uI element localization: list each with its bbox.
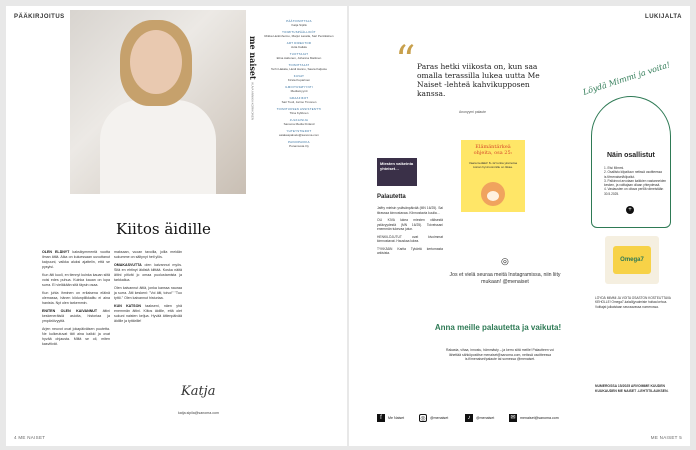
masthead-value: Kirsta Kuparinen — [287, 78, 311, 82]
masthead-value: asiakaspalvelu@sanoma.com — [279, 133, 319, 137]
masthead-value: Sari Tuuli, Jarmo Timonen — [281, 100, 317, 104]
cta-heading: Anna meille palautetta ja vaikuta! — [434, 323, 562, 332]
feedback-item: TYKKÄÄN Karita Tykärtä kertomasta arkisista. — [377, 246, 443, 255]
photo-credit: KUVA ANNIKA KORHONEN — [251, 82, 255, 120]
prize-product — [605, 236, 659, 284]
product-label: Omega7 — [613, 246, 651, 274]
photo-body — [100, 100, 216, 194]
masthead-value: Katja Sipilä — [291, 23, 307, 27]
right-page — [349, 6, 690, 446]
feedback-item: HENKILÖJUTUT ovat kivoimmat kimnostavat. Hauskaa lukea. — [377, 234, 443, 243]
issue-note: NUMEROSSA 15/2025 ARVOIMME KUUDEN KUUKAUDEN ME NAISET -LEHTITILAUKSEN. — [595, 384, 669, 393]
contest-heading: Näin osallistut — [607, 152, 655, 159]
feedback-item: OLI KIVA lukea miesten välisestä ystävyydestä (MN 16/25). Toiveissani enemmän tukevaa jutun. — [377, 218, 443, 231]
masthead-value: Jutta Kaikku — [290, 45, 308, 49]
masthead-value: Punamusta Oy — [289, 144, 309, 148]
contest-step: 4. Vastausten on oltava perillä viimeistään 30.5.2025. — [604, 187, 664, 196]
masthead-label: ART DIRECTOR — [286, 41, 312, 45]
editor-email[interactable]: katja.sipila@sanoma.com — [178, 411, 219, 415]
masthead-label: YHTEYSTIEDOT — [286, 129, 312, 133]
article-column-2 — [114, 250, 182, 327]
tiktok-icon: ♪ — [465, 414, 473, 422]
paragraph: Kun äiti kuoli, en tiennyt kuinka kauan siitä voisi edes puhua. Kuinka kauan on lupa surra. Ei vieläkään sitä täysin osaa. — [42, 273, 110, 287]
masthead-label: TOIMITTAJAT — [288, 63, 310, 67]
social-email[interactable] — [509, 414, 559, 422]
social-tiktok[interactable] — [465, 414, 494, 422]
article-column-1 — [42, 250, 110, 350]
contest-step: 2. Osallistu kilpailuun netissä osoitteessa is.fi/menaiset/kilpailut. — [604, 170, 662, 179]
quote-source: Anonyymi palaute — [459, 110, 486, 114]
paragraph: KUN KATSON taakseni, näen yhä enemmän äitini. Kiitos äidille, että olet sukuni naisten keljua. Hyvää äitienpäivää äidille ja tyttärille! — [114, 304, 182, 323]
sticky-text: Vaara tiedäkö! 8–12 tuntia yksinoloa koiran hyvinvoinnille on liikaa. — [468, 161, 518, 169]
contest-steps — [604, 166, 670, 196]
quote-mark: “ — [395, 38, 416, 84]
masthead-value: Elina Aaltonen, Johanna Mattinen — [276, 56, 322, 60]
masthead-label: TOIMITUKSEN ASSISTENTTI — [276, 107, 322, 111]
masthead-label: PÄÄTOIMITTAJA — [286, 19, 312, 23]
paragraph: OLEN ELÄNYT kaksikymmentä vuotta ilman äitiä. Aika on kuluessaan uuvuttanut kaipuuni, vaikka aluksi ajattelin, että se pysyisi. — [42, 250, 110, 269]
cta-body: Rakasta, vihaa, innostu, hämmästy – ja kerro siitä meille! Palautteen voi lähettää sähköpostitse menaiset@sanoma.com, netissä osoitteessa is.fi/menaiset/palaute tai somessa @menaiset. — [446, 348, 554, 362]
thumbnail-text: Miesten vaikeinta yhteiset… — [380, 161, 414, 171]
social-label: @menaiset — [430, 416, 449, 420]
dog-illustration — [481, 182, 505, 206]
article-thumbnail — [377, 158, 417, 186]
masthead-value: Mediamyynti — [290, 89, 308, 93]
masthead-value: Riikka Heikinheimo, Marjut Lassila, Sari Pentikäinen — [264, 34, 334, 38]
section-label: LUKIJALTA — [645, 14, 682, 20]
social-facebook[interactable] — [377, 414, 404, 422]
paragraph: Olen kaivannut äitiä, jonka kanssa nauraa ja surra. Äiti keskeni: "Voi äiti, toivo!" "Tuo tyttö." Olen kaivannut histuriaa. — [114, 286, 182, 300]
social-label: Me Naiset — [388, 416, 405, 420]
feedback-item: Jaffry mielsin ystävänpäivää (MN 16/25). Sai tiirasssa kinnostavaa. Kiinnostavia kuulia… — [377, 206, 443, 215]
masthead-value: Sanoma Media Finland — [283, 122, 315, 126]
facebook-icon: f — [377, 414, 385, 422]
page-footer: ME NAISET 5 — [650, 435, 682, 440]
instagram-icon: ◎ — [501, 256, 509, 266]
feedback-column — [377, 206, 443, 259]
masthead-label: TUOTTAJAT — [289, 52, 309, 56]
masthead-label: TOIMITUSPÄÄLLIKÖT — [282, 30, 316, 34]
paragraph: maksaan, vuoan tavoilla, joilla meidän sukumme on sältynyt heti ylös. — [114, 250, 182, 259]
paragraph: ENITEN OLEN KAIVANNUT äitini keskeneräisiä asioita, historiaa ja ympäröivyyttä. — [42, 309, 110, 323]
page-footer: 4 ME NAISET — [14, 435, 46, 440]
social-label: menaiset@sanoma.com — [520, 416, 559, 420]
photo-face — [130, 30, 182, 94]
instagram-text: Jos et vielä seuraa meitä Instagramissa, niin liity mukaan! @menaiset — [449, 272, 561, 285]
paragraph: Kun juhla ihminen on erilaisena eläinä olemassa, hänen kiidunpiilkkailtu ei aina hanista. Nyt olen tarkemmin. — [42, 291, 110, 305]
section-label: PÄÄKIRJOITUS — [14, 14, 65, 20]
masthead-brand: me naiset — [248, 36, 258, 80]
masthead-label: KUVAT — [293, 74, 305, 78]
paragraph: OMAKASVUTTA olen kaivannut myös. Sitä en ehtinyt äidistä kiittää. Koska näitä äitini pitivät jo omaa puolustamista ja tarkkailua. — [114, 263, 183, 282]
signature: Katja — [181, 384, 216, 399]
reader-quote: Paras hetki viikosta on, kun saa omalla terassilla lukea uutta Me Naiset -lehteä kahvikupposen kanssa. — [417, 62, 540, 98]
instagram-icon: ◎ — [420, 416, 426, 422]
sticky-note — [461, 140, 525, 212]
plus-icon: + — [626, 206, 634, 214]
social-instagram[interactable] — [419, 414, 448, 422]
masthead-label: PAINOPAIKKA — [288, 140, 310, 144]
contest-step: 1. Etsi Mimmi. — [604, 166, 625, 170]
masthead-label: ILMOITUSMYYNTI — [285, 85, 313, 89]
masthead-value: Terhi Hakala, Heidi Hanno, Saara Kaljuste — [270, 67, 328, 71]
prize-text: LÖYDÄ MIMMI JA VOITA OSASTON KOSTEUTTAVA KEHOLLE! Omega7-kalaöljyvalmiste hoitaa kehoa. Voittajat julkaistaan seuraavassa numerossa. — [595, 296, 671, 309]
sticky-heading: Elämäntärkeä ohjeita, osa 25: — [473, 144, 513, 156]
feedback-heading: Palautetta — [377, 194, 406, 200]
masthead-label: GRAAFIKOT — [289, 96, 309, 100]
contest-title: Löydä Mimmi ja voita! — [581, 60, 672, 97]
masthead — [254, 16, 344, 148]
paragraph: Arjen neuvot ovat jokapäiväisen puutetta. Ne kulkeutuvat täti aina kaikki ja ovat hyvää ohjausta. Miltä se oli, miten kasvitivät. — [42, 327, 110, 346]
left-page — [6, 6, 347, 446]
social-label: @menaiset — [476, 416, 495, 420]
mail-icon: ✉ — [510, 415, 516, 421]
masthead-label: JULKAISIJA — [289, 118, 309, 122]
masthead-value: Tiina Kyllönen — [289, 111, 309, 115]
article-title: Kiitos äidille — [116, 220, 211, 238]
contest-step: 3. Palkinnot arvotaan kaikkien vastanneiden kesken, ja voittajaan ollaan yhteydessä. — [604, 178, 667, 188]
